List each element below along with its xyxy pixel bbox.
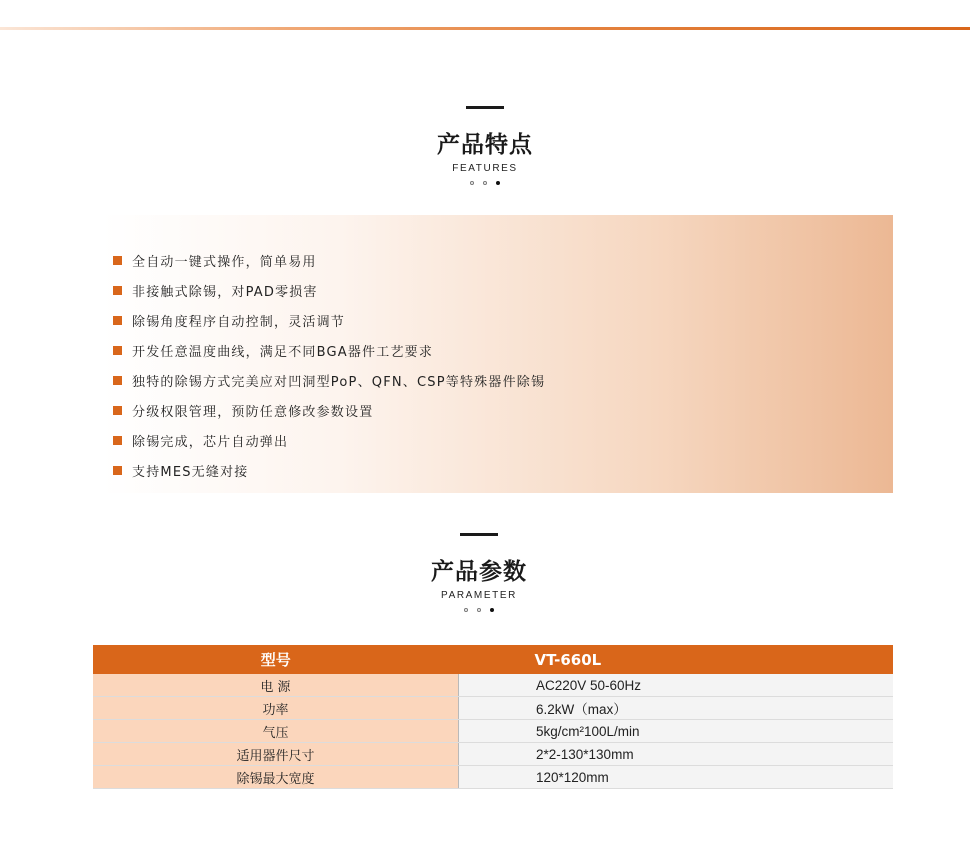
features-heading [0, 106, 970, 185]
header-value-cell: VT-660L [459, 645, 894, 674]
square-bullet-icon [113, 406, 122, 415]
feature-item [113, 305, 545, 335]
heading-bar [466, 106, 504, 109]
feature-item [113, 245, 545, 275]
feature-item [113, 275, 545, 305]
param-key: 除锡最大宽度 [93, 766, 459, 789]
square-bullet-icon [113, 256, 122, 265]
feature-text: 除锡完成，芯片自动弹出 [132, 434, 289, 450]
feature-item [113, 335, 545, 365]
features-panel [102, 215, 893, 493]
dot-icon [470, 181, 474, 185]
dot-active-icon [490, 608, 494, 612]
dot-icon [477, 608, 481, 612]
param-value: AC220V 50-60Hz [459, 674, 894, 697]
parameters-heading [0, 533, 964, 612]
param-value: 120*120mm [459, 766, 894, 789]
table-row [93, 697, 893, 720]
feature-list [113, 245, 545, 485]
square-bullet-icon [113, 376, 122, 385]
heading-bar [460, 533, 498, 536]
pager-dots [0, 181, 970, 185]
features-title: 产品特点 [437, 132, 533, 158]
top-accent-line [0, 27, 970, 30]
feature-text: 分级权限管理，预防任意修改参数设置 [132, 404, 374, 420]
feature-text: 非接触式除锡，对PAD零损害 [132, 284, 318, 300]
param-key: 气压 [93, 720, 459, 743]
param-value: 5kg/cm²100L/min [459, 720, 894, 743]
feature-text: 独特的除锡方式完美应对凹洞型PoP、QFN、CSP等特殊器件除锡 [132, 374, 546, 390]
table-row [93, 766, 893, 789]
feature-text: 开发任意温度曲线，满足不同BGA器件工艺要求 [132, 344, 434, 360]
feature-text: 支持MES无缝对接 [132, 464, 249, 480]
features-subtitle: FEATURES [452, 163, 518, 174]
square-bullet-icon [113, 346, 122, 355]
parameters-subtitle: PARAMETER [441, 590, 517, 601]
param-key: 电 源 [93, 674, 459, 697]
square-bullet-icon [113, 466, 122, 475]
feature-item [113, 365, 545, 395]
square-bullet-icon [113, 316, 122, 325]
header-key-cell: 型号 [93, 645, 459, 674]
feature-text: 除锡角度程序自动控制，灵活调节 [132, 314, 346, 330]
table-row [93, 743, 893, 766]
dot-active-icon [496, 181, 500, 185]
square-bullet-icon [113, 286, 122, 295]
pager-dots [0, 608, 964, 612]
square-bullet-icon [113, 436, 122, 445]
parameters-title: 产品参数 [431, 559, 527, 585]
parameter-table [93, 645, 893, 789]
feature-item [113, 395, 545, 425]
feature-item [113, 425, 545, 455]
table-row [93, 674, 893, 697]
param-key: 功率 [93, 697, 459, 720]
table-header-row [93, 645, 893, 674]
table-row [93, 720, 893, 743]
dot-icon [464, 608, 468, 612]
feature-text: 全自动一键式操作，简单易用 [132, 254, 317, 270]
param-value: 6.2kW（max） [459, 697, 894, 720]
feature-item [113, 455, 545, 485]
param-value: 2*2-130*130mm [459, 743, 894, 766]
param-key: 适用器件尺寸 [93, 743, 459, 766]
dot-icon [483, 181, 487, 185]
